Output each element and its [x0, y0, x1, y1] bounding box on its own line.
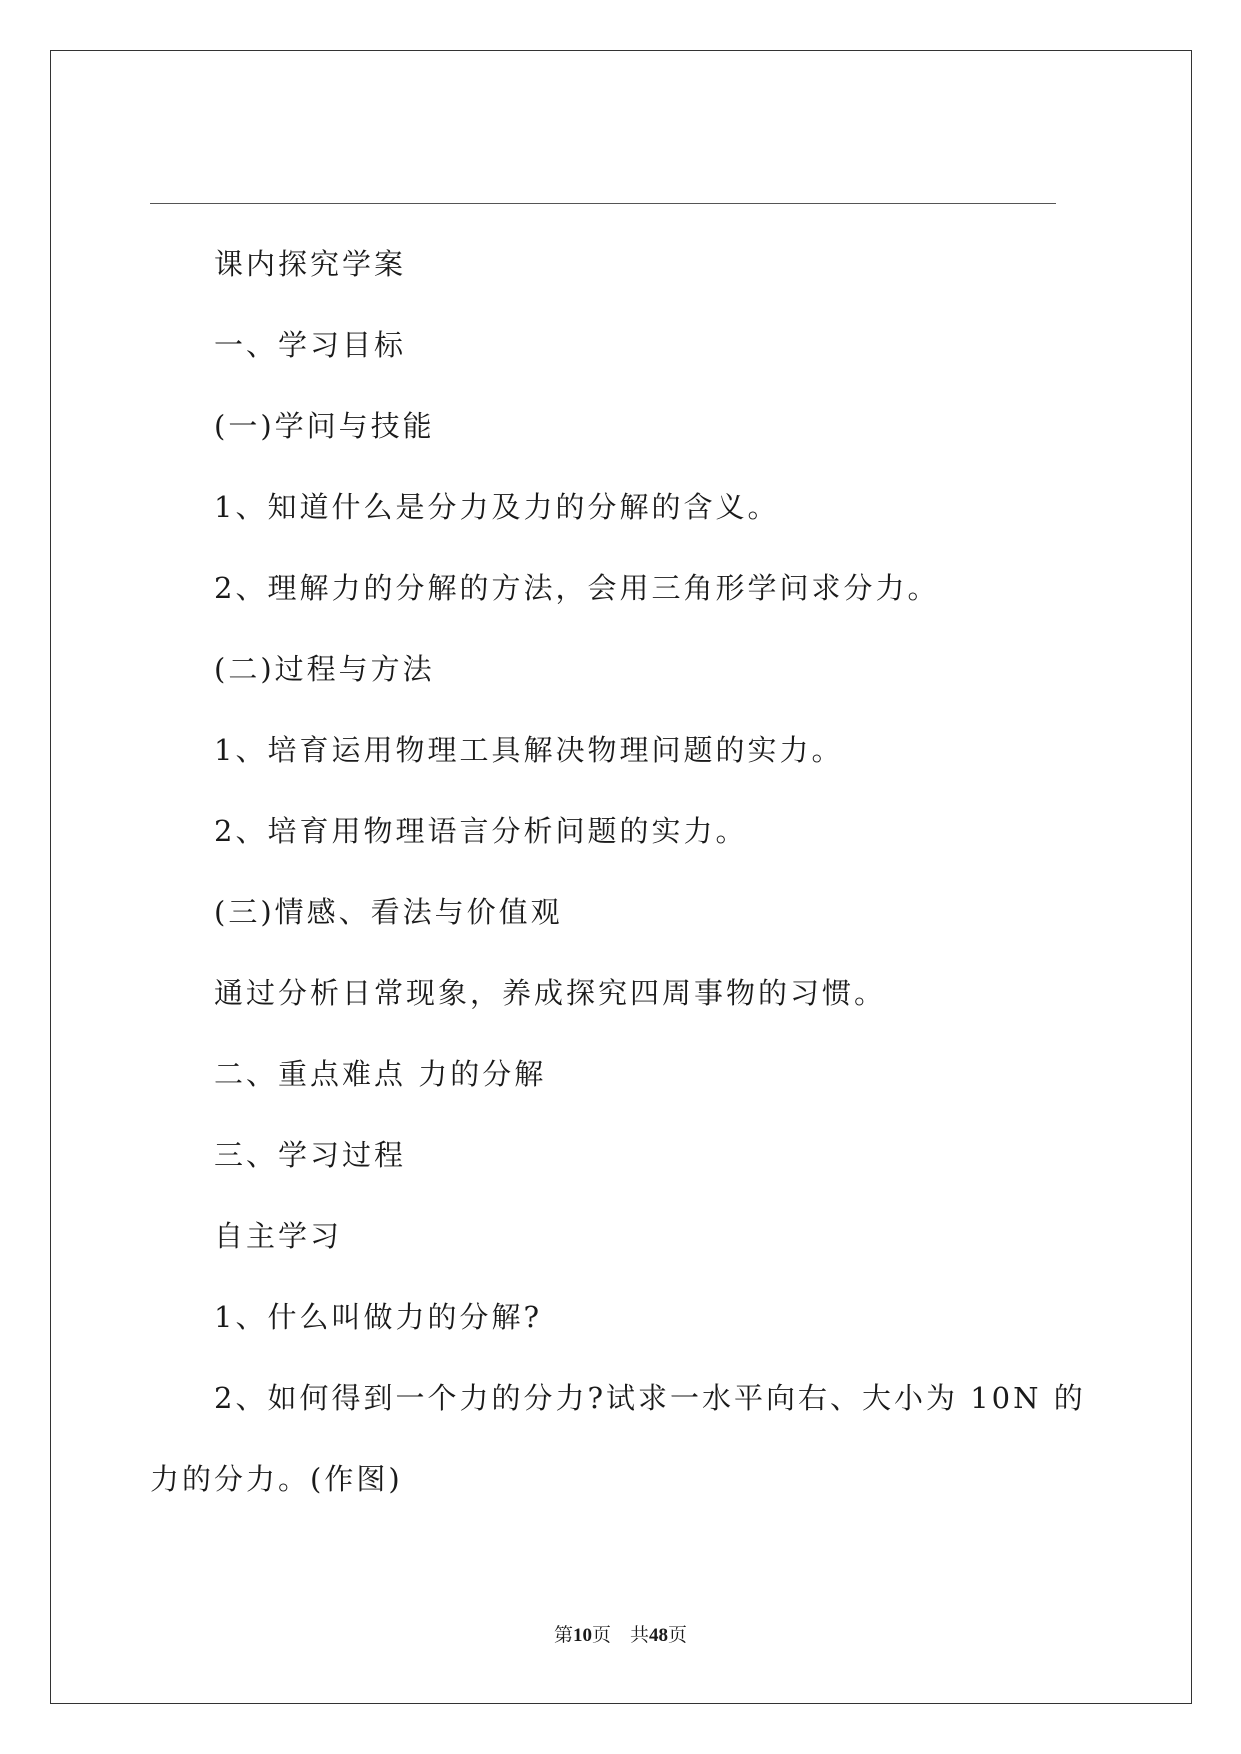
- heading-title: 课内探究学案: [214, 247, 407, 281]
- page-footer: [0, 1620, 1241, 1647]
- list-item: 1、培育运用物理工具解决物理问题的实力。: [214, 733, 844, 767]
- list-item-wrapped: 2、如何得到一个力的分力?试求一水平向右、大小为 10N 的力的分力。(作图): [150, 1381, 1086, 1496]
- paragraph: 通过分析日常现象，养成探究四周事物的习惯。: [214, 976, 887, 1010]
- section-heading: 三、学习过程: [214, 1138, 407, 1172]
- list-item: 2、理解力的分解的方法，会用三角形学问求分力。: [214, 571, 940, 605]
- footer-prefix: 第: [553, 1625, 573, 1646]
- current-page-number: 10: [572, 1625, 592, 1646]
- section-heading: 二、重点难点 力的分解: [214, 1057, 547, 1091]
- subsection-heading: (一)学问与技能: [214, 409, 435, 443]
- subsection-heading: 自主学习: [214, 1219, 343, 1253]
- footer-middle: 页 共: [591, 1625, 649, 1646]
- section-heading: 一、学习目标: [214, 328, 407, 362]
- list-item: 2、培育用物理语言分析问题的实力。: [214, 814, 748, 848]
- header-rule: [150, 203, 1056, 204]
- list-item: 1、什么叫做力的分解?: [214, 1300, 542, 1334]
- total-pages-number: 48: [649, 1625, 668, 1646]
- subsection-heading: (二)过程与方法: [214, 652, 435, 686]
- footer-suffix: 页: [668, 1625, 688, 1646]
- document-body: [150, 244, 1090, 1561]
- subsection-heading: (三)情感、看法与价值观: [214, 895, 563, 929]
- list-item: 1、知道什么是分力及力的分解的含义。: [214, 490, 780, 524]
